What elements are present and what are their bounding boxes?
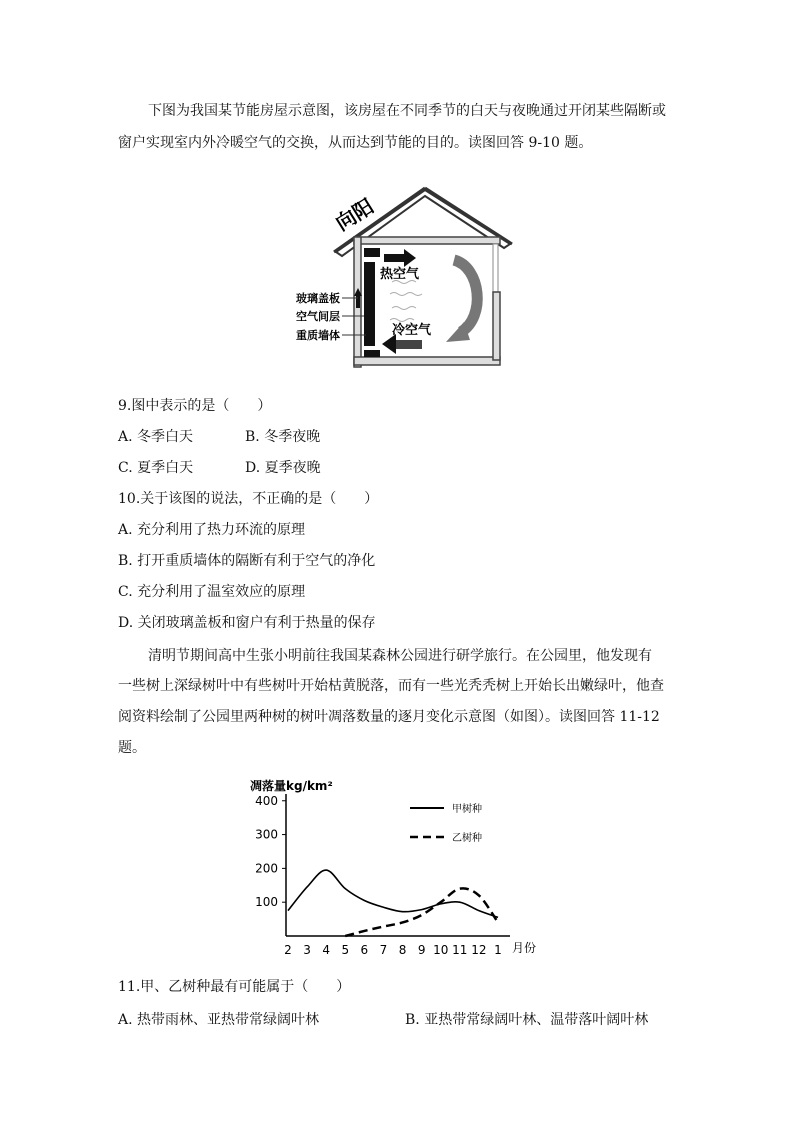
- chart-ylabel: 凋落量kg/km²: [250, 779, 333, 793]
- x-tick-label: 11: [452, 943, 468, 957]
- q9-option-c[interactable]: C. 夏季白天: [118, 460, 194, 476]
- q9-option-d[interactable]: D. 夏季夜晚: [245, 460, 321, 476]
- q9-option-b[interactable]: B. 冬季夜晚: [245, 429, 321, 445]
- air-layer-label: 空气间层: [296, 310, 340, 323]
- x-tick-label: 6: [360, 943, 369, 957]
- x-tick-label: 9: [417, 943, 426, 957]
- wavy-air-lines: [390, 281, 422, 322]
- x-tick-label: 5: [341, 943, 350, 957]
- glass-cover-label: 玻璃盖板: [296, 292, 340, 305]
- intro1-line1: 下图为我国某节能房屋示意图，该房屋在不同季节的白天与夜晚通过开闭某些隔断或: [148, 103, 666, 119]
- x-tick-label: 1: [494, 943, 502, 957]
- right-wall: [493, 292, 500, 360]
- series-line-b: [345, 888, 498, 936]
- x-tick-label: 8: [398, 943, 407, 957]
- intro2-line3: 阅资料绘制了公园里两种树的树叶凋落数量的逐月变化示意图（如图）。读图回答 11-12: [118, 709, 660, 725]
- hot-air-label: 热空气: [380, 267, 420, 282]
- q10-option-c[interactable]: C. 充分利用了温室效应的原理: [118, 584, 306, 600]
- q10-option-a[interactable]: A. 充分利用了热力环流的原理: [118, 522, 306, 538]
- y-tick-label: 100: [255, 895, 278, 910]
- x-tick-label: 4: [322, 943, 331, 957]
- circulation-arrow: [454, 260, 477, 332]
- chart-xlabel: 月份: [512, 941, 537, 955]
- intro2-line4: 题。: [118, 740, 146, 756]
- heavy-wall-label: 重质墙体: [296, 329, 340, 342]
- q11-option-b[interactable]: B. 亚热带常绿阔叶林、温带落叶阔叶林: [405, 1012, 649, 1028]
- x-tick-label: 7: [379, 943, 388, 957]
- hot-air-arrow: [384, 254, 404, 262]
- x-tick-label: 12: [471, 943, 487, 957]
- intro2-line1: 清明节期间高中生张小明前往我国某森林公园进行研学旅行。在公园里，他发现有: [148, 648, 652, 664]
- window: [493, 244, 498, 292]
- q10-option-d[interactable]: D. 关闭玻璃盖板和窗户有利于热量的保存: [118, 615, 376, 631]
- y-tick-label: 200: [255, 861, 278, 876]
- wall-bottom-block: [364, 350, 380, 357]
- series-line-a: [288, 870, 498, 917]
- y-tick-label: 400: [255, 793, 278, 808]
- ceiling: [354, 237, 500, 244]
- q10-option-b[interactable]: B. 打开重质墙体的隔断有利于空气的净化: [118, 553, 376, 569]
- x-tick-label: 3: [303, 943, 311, 957]
- cold-air-arrow: [396, 340, 422, 349]
- q9-option-a[interactable]: A. 冬季白天: [118, 429, 194, 445]
- roof-right: [425, 188, 512, 244]
- q11-option-a[interactable]: A. 热带雨林、亚热带常绿阔叶林: [118, 1012, 320, 1028]
- floor: [354, 357, 500, 365]
- sun-label: 向阳: [331, 193, 378, 236]
- intro2-line2: 一些树上深绿树叶中有些树叶开始枯黄脱落，而有一些光秃秃树上开始长出嫩绿叶，他查: [118, 678, 664, 694]
- legend-series-a: 甲树种: [452, 804, 482, 815]
- x-tick-label: 10: [433, 943, 449, 957]
- q9-stem: 9.图中表示的是（ ）: [118, 398, 272, 414]
- wall-top-block: [364, 248, 380, 257]
- cold-air-label: 冷空气: [392, 323, 432, 338]
- intro1-line2: 窗户实现室内外冷暖空气的交换，从而达到节能的目的。读图回答 9-10 题。: [118, 135, 593, 151]
- house-diagram: [286, 182, 526, 372]
- q11-stem: 11.甲、乙树种最有可能属于（ ）: [118, 979, 351, 995]
- leaf-fall-chart: [248, 772, 548, 962]
- q10-stem: 10.关于该图的说法，不正确的是（ ）: [118, 491, 379, 507]
- y-tick-label: 300: [255, 827, 278, 842]
- heavy-wall: [364, 262, 375, 346]
- legend-series-b: 乙树种: [452, 833, 482, 844]
- x-tick-label: 2: [284, 943, 292, 957]
